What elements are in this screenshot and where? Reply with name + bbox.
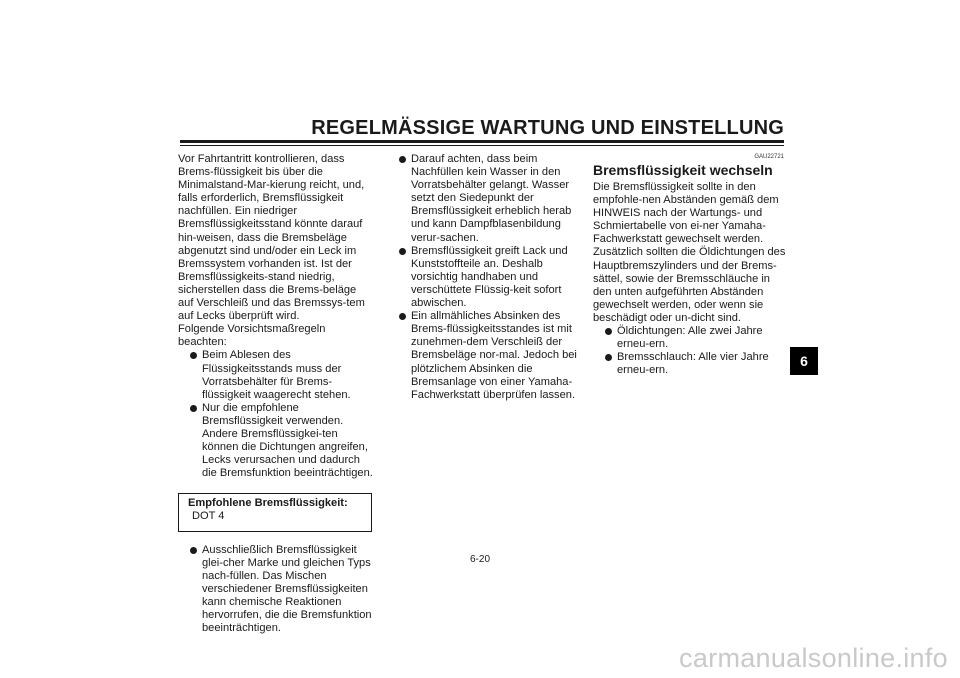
bullet-item: Beim Ablesen des Flüssigkeitsstands muss der Vorratsbehälter für Brems-flüssigkeit waagerecht stehen.	[188, 349, 374, 401]
header-rule-thick	[180, 140, 784, 143]
bullet-item: Bremsschlauch: Alle vier Jahre erneu-ern.	[603, 351, 787, 377]
bullet-item: Darauf achten, dass beim Nachfüllen kein Wasser in den Vorratsbehälter gelangt. Wasser setzt den Siedepunkt der Bremsflüssigkeit erheblich herab und kann Dampfblasenbildung verur-sachen.	[397, 153, 583, 245]
reference-code: GAU22721	[754, 154, 784, 160]
bullet-item: Bremsflüssigkeit greift Lack und Kunststoffteile an. Deshalb vorsichtig handhaben und verschüttete Flüssig-keit sofort abwischen.	[397, 245, 583, 310]
header-rule-thin	[180, 145, 784, 146]
watermark-text: carmanualsonline.info	[679, 643, 948, 673]
page-title: REGELMÄSSIGE WARTUNG UND EINSTELLUNG	[311, 117, 784, 139]
column-right	[593, 153, 787, 377]
spec-label: Empfohlene Bremsflüssigkeit:	[188, 497, 348, 510]
bullet-item: Ausschließlich Bremsflüssigkeit glei-cher Marke und gleichen Typs nach-füllen. Das Mischen verschiedener Bremsflüssigkeiten kann chemische Reaktionen hervorrufen, die die Bremsfunktion beeinträchtigen.	[188, 544, 374, 636]
bullet-item: Öldichtungen: Alle zwei Jahre erneu-ern.	[603, 325, 787, 351]
replacement-intervals-list	[603, 325, 787, 377]
recommended-fluid-box	[178, 493, 372, 531]
bullet-item: Ein allmähliches Absinken des Brems-flüssigkeitsstandes ist mit zunehmen-dem Verschleiß der Bremsbeläge nor-mal. Jedoch bei plötzlichem Absinken die Bremsanlage von einer Yamaha-Fachwerkstatt überprüfen lassen.	[397, 310, 583, 402]
section-body: Die Bremsflüssigkeit sollte in den empfohle-nen Abständen gemäß dem HINWEIS nach der Wartungs- und Schmiertabelle von ei-ner Yamaha-Fachwerkstatt gewechselt werden. Zusätzlich sollten die Öldichtungen des Hauptbremszylinders und der Brems-sättel, sowie der Bremsschläuche in den unten aufgeführten Abständen gewechselt werden, oder wenn sie beschädigt oder un-dicht sind.	[593, 181, 786, 324]
column-middle	[397, 153, 583, 402]
page-number: 6-20	[469, 554, 490, 565]
precautions-list	[188, 349, 374, 480]
section-title: Bremsflüssigkeit wechseln	[593, 162, 773, 178]
spec-value: DOT 4	[192, 510, 225, 523]
precautions-intro: Folgende Vorsichtsmaßregeln beachten:	[178, 323, 326, 349]
bullet-item: Nur die empfohlene Bremsflüssigkeit verwenden. Andere Bremsflüssigkei-ten können die Dichtungen angreifen, Lecks verursachen und dadurch die Bremsfunktion beeinträchtigen.	[188, 402, 374, 481]
chapter-tab: 6	[790, 347, 818, 375]
intro-paragraph: Vor Fahrtantritt kontrollieren, dass Brems-flüssigkeit bis über die Minimalstand-Mar-kierung reicht, und, falls erforderlich, Bremsflüssigkeit nachfüllen. Ein niedriger Bremsflüssigkeitsstand könnte darauf hin-weisen, dass die Bremsbeläge abgenutzt sind und/oder ein Leck im Bremssystem vorhanden ist. Ist der Bremsflüssigkeits-stand niedrig, sicherstellen dass die Brems-beläge auf Verschleiß und das Bremssys-tem auf Lecks überprüft wird.	[178, 153, 365, 323]
